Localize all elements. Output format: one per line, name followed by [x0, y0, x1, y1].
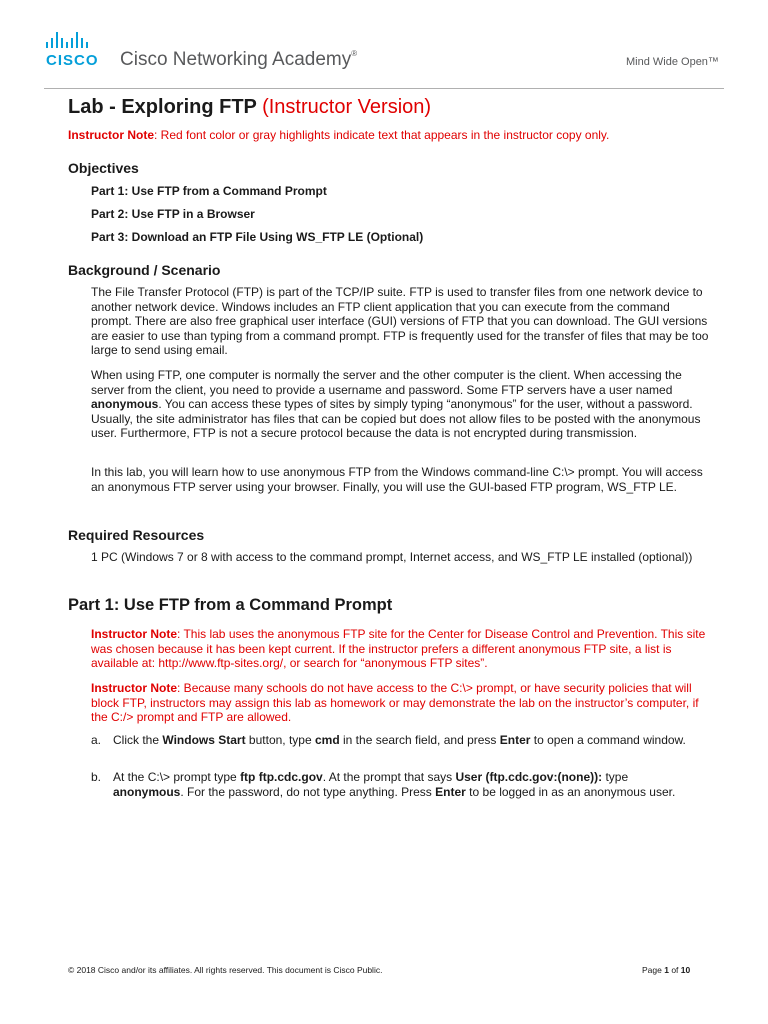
background-paragraph-2: When using FTP, one computer is normally the server and the other computer is the client. When accessing the server from the client, you need to provide a username and password. Some FTP servers have a user named anonymous. You can access these types of sites by simply typing “anonymous” for the user, without a password. Usually, the site administrator has files that can be copied but does not allow files to be posted with the anonymous user. Furthermore, FTP is not a secure protocol because the data is not encrypted during transmission. — [91, 368, 701, 440]
title-version: (Instructor Version) — [262, 96, 432, 118]
footer-copyright: © 2018 Cisco and/or its affiliates. All rights reserved. This document is Cisco Public. — [68, 965, 383, 975]
resources-text: 1 PC (Windows 7 or 8 with access to the command prompt, Internet access, and WS_FTP LE installed (optional)) — [91, 550, 693, 564]
part1-heading: Part 1: Use FTP from a Command Prompt — [68, 596, 393, 614]
objectives-heading: Objectives — [68, 160, 139, 176]
objective-item: Part 1: Use FTP from a Command Prompt — [91, 184, 327, 198]
background-paragraph-1: The File Transfer Protocol (FTP) is part of the TCP/IP suite. FTP is used to transfer files from one network device to another network device. Windows includes an FTP client application that you can execute from the command prompt. There are also free graphical user interface (GUI) versions of FTP that you can download. The GUI versions are easier to use than typing from a command prompt. FTP is frequently used for the transfer of files that may be too large to send using email. — [91, 285, 709, 357]
instructor-note-part1-a: Instructor Note: This lab uses the anonymous FTP site for the Center for Disease Control and Prevention. This site was chosen because it has been kept current. If the instructor prefers a different anonymous FTP site, a list is available at: http://www.ftp-sites.org/, or search for “anonymous FTP sites”. — [91, 627, 706, 670]
instructor-note-top: Instructor Note: Red font color or gray highlights indicate text that appears in the instructor copy only. — [68, 128, 610, 142]
academy-name: Cisco Networking Academy® — [120, 49, 358, 70]
footer-page-number: Page 1 of 10 — [642, 965, 691, 975]
background-paragraph-3: In this lab, you will learn how to use anonymous FTP from the Windows command-line C:\> prompt. You will access an anonymous FTP server using your browser. Finally, you will use the GUI-based FTP program, WS_FTP LE. — [91, 465, 703, 494]
objective-item: Part 3: Download an FTP File Using WS_FTP LE (Optional) — [91, 230, 424, 244]
step-a: a. Click the Windows Start button, type cmd in the search field, and press Enter to open a command window. — [91, 733, 686, 747]
tagline: Mind Wide Open™ — [626, 56, 719, 68]
page-header — [0, 0, 768, 90]
cisco-bars-icon — [46, 32, 88, 48]
objective-item: Part 2: Use FTP in a Browser — [91, 207, 255, 221]
background-heading: Background / Scenario — [68, 262, 221, 278]
instructor-note-part1-b: Instructor Note: Because many schools do not have access to the C:\> prompt, or have security policies that will block FTP, instructors may assign this lab as homework or may demonstrate the lab on the instructor’s computer, if the C:/> prompt and FTP are allowed. — [91, 681, 699, 724]
step-b: b. At the C:\> prompt type ftp ftp.cdc.gov. At the prompt that says User (ftp.cdc.gov:(none)): type anonymous. For the password, do not type anything. Press Enter to be logged in as an anonymous user. — [91, 770, 676, 799]
resources-heading: Required Resources — [68, 527, 205, 543]
header-divider — [44, 88, 724, 89]
cisco-logo — [46, 32, 116, 72]
page-title: Lab - Exploring FTP (Instructor Version) — [68, 96, 432, 118]
cisco-wordmark: CISCO — [46, 52, 99, 69]
